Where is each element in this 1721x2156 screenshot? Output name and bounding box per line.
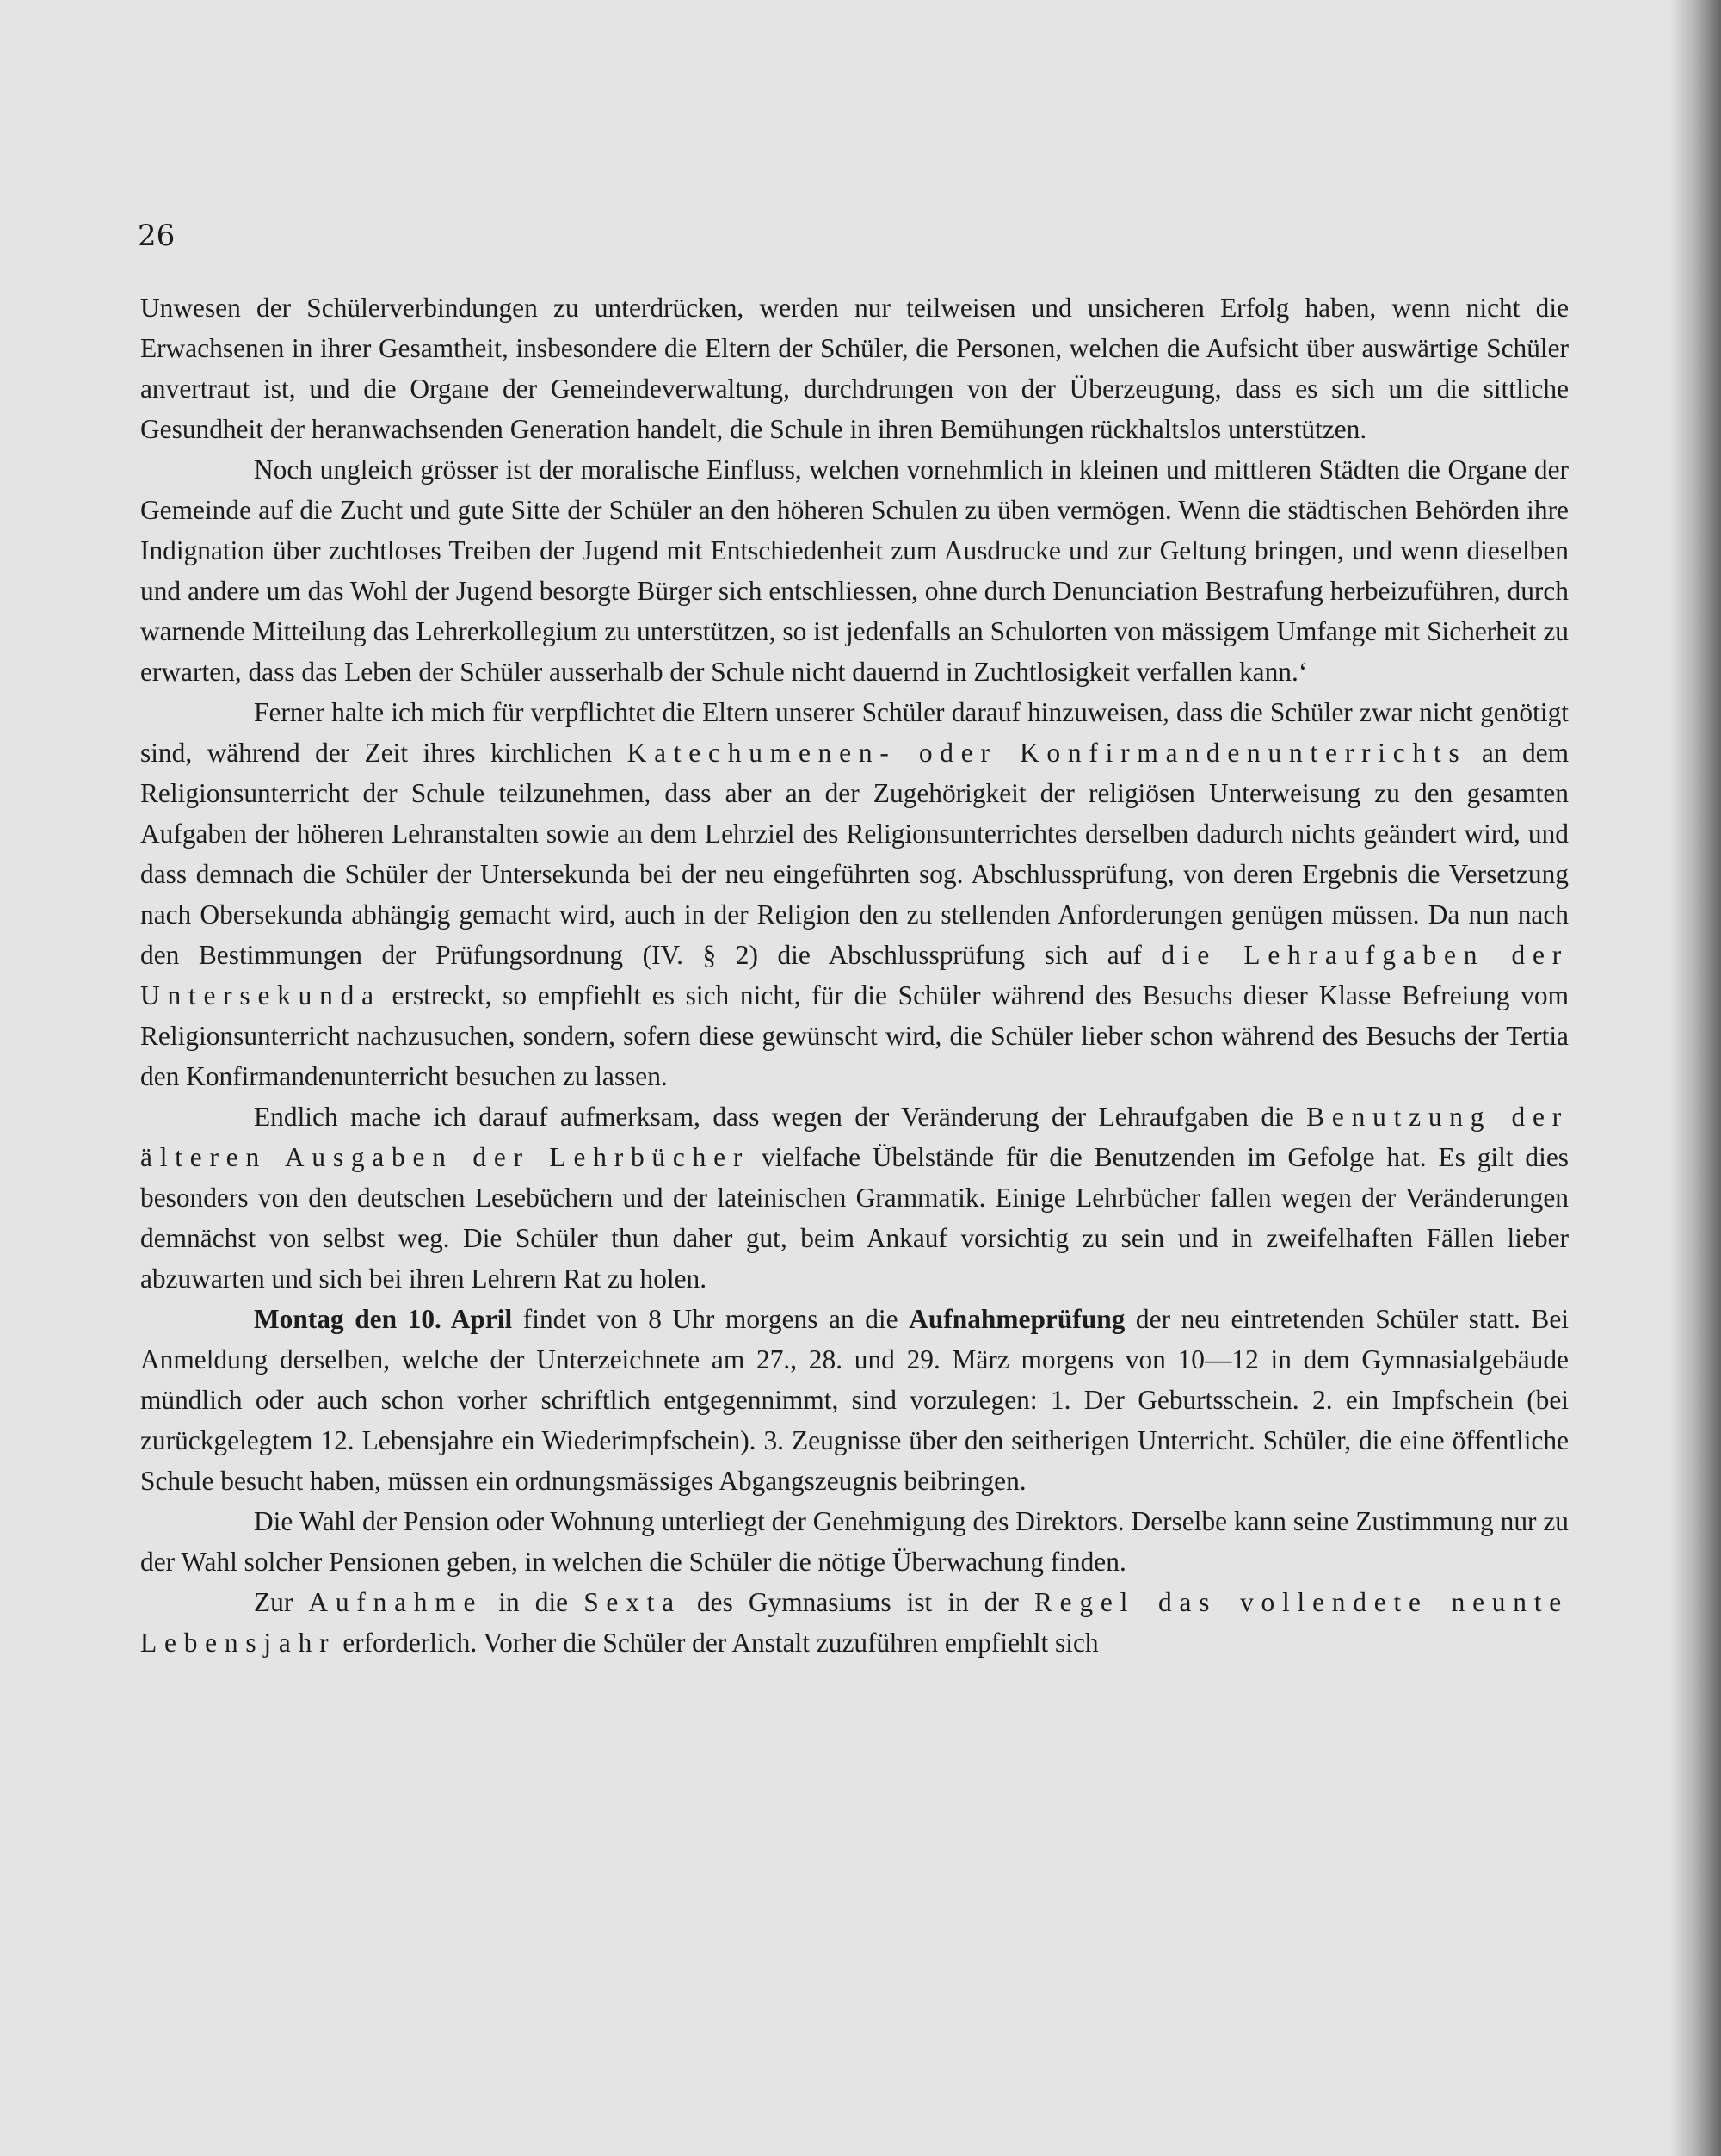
paragraph-7-spaced-regel: Regel das vollendete neunte Lebensjahr (140, 1587, 1570, 1658)
paragraph-5-text-b: findet von 8 Uhr morgens an die (512, 1304, 910, 1334)
paragraph-3-spaced-term-2: die Lehraufgaben der Untersekunda (140, 940, 1570, 1010)
body-text (140, 287, 1569, 1663)
paragraph-7-spaced-aufnahme: Aufnahme (308, 1587, 484, 1617)
paragraph-4-text-c: vielfache Übelstände für die Benutzenden im Gefolge hat. Es gilt dies besonders von den deutschen Lesebüchern und der lateinischen Grammatik. Einige Lehrbücher fallen wegen der Veränderungen demnächst von selbst weg. Die Schüler thun daher gut, beim Ankauf vorsichtig zu sein und in zweifelhaften Fällen lieber abzuwarten und sich bei ihren Lehrern Rat zu holen. (140, 1142, 1569, 1294)
paragraph-6: Die Wahl der Pension oder Wohnung unterliegt der Genehmigung des Direktors. Derselbe kann seine Zustimmung nur zu der Wahl solcher Pensionen geben, in welchen die Schüler die nötige Überwachung finden. (140, 1506, 1569, 1577)
paragraph-7-text-e: des Gymnasiums ist in der (681, 1587, 1034, 1617)
paragraph-5-date-bold: Montag den 10. April (254, 1304, 513, 1334)
paragraph-3 (140, 692, 1569, 1097)
paragraph-4-spaced-term: Benutzung der älteren Ausgaben der Lehrbücher (140, 1102, 1569, 1172)
page-edge-shadow (1669, 0, 1721, 2156)
paragraph-7-text-a: Zur (254, 1587, 309, 1617)
paragraph-3-text-c: an dem Religionsunterricht der Schule teilzunehmen, dass aber an der Zugehörigkeit der religiösen Unterweisung zu den gesamten Aufgaben der höheren Lehranstalten sowie an dem Lehrziel des Religionsunterrichtes derselben dadurch nichts geändert wird, und dass demnach die Schüler der Untersekunda bei der neu eingeführten sog. Abschlussprüfung, von deren Ergebnis die Versetzung nach Obersekunda abhängig gemacht wird, auch in der Religion den zu stellenden Anforderungen genügen müssen. Da nun nach den Bestimmungen der Prüfungsordnung (IV. § 2) die Abschlussprüfung sich auf (140, 738, 1569, 970)
paragraph-7-text-c: in die (483, 1587, 584, 1617)
paragraph-5 (140, 1299, 1569, 1501)
paragraph-7 (140, 1582, 1569, 1663)
paragraph-3-text-a: Ferner halte ich mich für verpflichtet die Eltern unserer Schüler darauf hinzuweisen, dass die Schüler zwar nicht genötigt sind, während der Zeit ihres kirchlichen (140, 697, 1569, 768)
paragraph-4-text-a: Endlich mache ich darauf aufmerksam, dass wegen der Veränderung der Lehraufgaben die (254, 1102, 1307, 1132)
paragraph-7-spaced-sexta: Sexta (583, 1587, 682, 1617)
paragraph-5-text-d: der neu eintretenden Schüler statt. Bei Anmeldung derselben, welche der Unterzeichnete am 27., 28. und 29. März morgens von 10—12 in dem Gymnasialgebäude mündlich oder auch schon vorher schriftlich entgegennimmt, sind vorzulegen: 1. Der Geburtsschein. 2. ein Impfschein (bei zurückgelegtem 12. Lebensjahre ein Wiederimpfschein). 3. Zeugnisse über den seitherigen Unterricht. Schüler, die eine öffentliche Schule besucht haben, müssen ein ordnungsmässiges Abgangszeugnis beibringen. (140, 1304, 1569, 1496)
paragraph-4 (140, 1097, 1569, 1299)
paragraph-3-text-e: erstreckt, so empfiehlt es sich nicht, für die Schüler während des Besuchs dieser Klasse Befreiung vom Religionsunterricht nachzusuchen, sondern, sofern diese gewünscht wird, die Schüler lieber schon während des Besuchs der Tertia den Konfirmandenunterricht besuchen zu lassen. (140, 980, 1569, 1091)
page-number: 26 (138, 219, 176, 253)
paragraph-5-exam-bold: Aufnahmeprüfung (909, 1304, 1126, 1334)
paragraph-1: Unwesen der Schülerverbindungen zu unterdrücken, werden nur teilweisen und unsicheren Erfolg haben, wenn nicht die Erwachsenen in ihrer Gesamtheit, insbesondere die Eltern der Schüler, die Personen, welchen die Aufsicht über auswärtige Schüler anvertraut ist, und die Organe der Gemeindeverwaltung, durchdrungen von der Überzeugung, dass es sich um die sittliche Gesundheit der heranwachsenden Generation handelt, die Schule in ihren Bemühungen rückhaltslos unterstützen. (140, 293, 1569, 444)
paragraph-7-text-g: erforderlich. Vorher die Schüler der Anstalt zuzuführen empfiehlt sich (336, 1628, 1099, 1658)
paragraph-2: Noch ungleich grösser ist der moralische Einfluss, welchen vornehmlich in kleinen und mittleren Städten die Organe der Gemeinde auf die Zucht und gute Sitte der Schüler an den höheren Schulen zu üben vermögen. Wenn die städtischen Behörden ihre Indignation über zuchtloses Treiben der Jugend mit Entschiedenheit zum Ausdrucke und zur Geltung bringen, und wenn dieselben und andere um das Wohl der Jugend besorgte Bürger sich entschliessen, ohne durch Denunciation Bestrafung herbeizuführen, durch warnende Mitteilung das Lehrerkollegium zu unterstützen, so ist jedenfalls an Schulorten von mässigem Umfange mit Sicherheit zu erwarten, dass das Leben der Schüler ausserhalb der Schule nicht dauernd in Zuchtlosigkeit verfallen kann.‘ (140, 454, 1569, 687)
paragraph-3-spaced-term-1: Katechumenen- oder Konfirmandenunterrichts (626, 738, 1467, 768)
